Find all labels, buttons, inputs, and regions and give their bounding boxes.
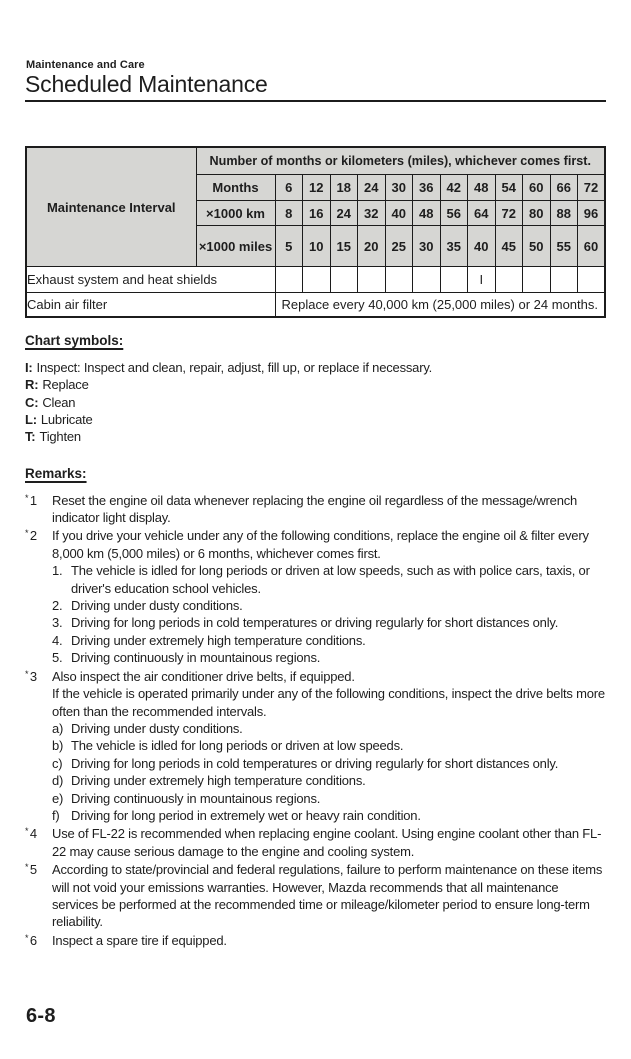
km-value: 32 (358, 201, 386, 226)
symbol-definition: R: Replace (25, 377, 89, 393)
interval-cell: I (468, 267, 496, 293)
interval-cell (358, 267, 386, 293)
remark-subitem: 2. Driving under dusty conditions. (52, 598, 243, 614)
interval-note: Replace every 40,000 km (25,000 miles) or 24 months. (275, 293, 605, 318)
months-value: 66 (550, 175, 578, 201)
remark-text: Reset the engine oil data whenever replacing the engine oil regardless of the message/wrench indicator light display. (52, 492, 578, 526)
remark-text: According to state/provincial and federal regulations, failure to perform maintenance on these items will not void your emissions warranties. However, Mazda recommends that all maintenance services be performed at the recommended time or mileage/kilometer period to ensure long-term reliability. (52, 862, 603, 930)
doc-header (25, 59, 606, 102)
km-value: 80 (523, 201, 551, 226)
months-value: 36 (413, 175, 441, 201)
remark-subitem: c) Driving for long periods in cold temperatures or driving regularly for short distances only. (52, 755, 559, 771)
maintenance-item-label: Cabin air filter (26, 293, 275, 318)
remark-item-5 (25, 861, 606, 931)
table-row-exhaust (26, 267, 605, 293)
table-row (26, 147, 605, 175)
remark-subitem: d) Driving under extremely high temperature conditions. (52, 773, 366, 789)
km-value: 48 (413, 201, 441, 226)
remark-marker: * 5 (25, 862, 37, 878)
row-label-months: Months (196, 175, 275, 201)
interval-cell (440, 267, 468, 293)
km-value: 16 (303, 201, 331, 226)
chart-symbols-list (25, 359, 606, 445)
title-rule (25, 100, 606, 102)
maintenance-interval-label: Maintenance Interval (26, 147, 196, 267)
manual-page (0, 59, 631, 951)
symbol-definition: C: Clean (25, 394, 76, 410)
months-value: 12 (303, 175, 331, 201)
miles-value: 25 (385, 226, 413, 267)
maintenance-interval-table (25, 146, 606, 318)
months-value: 60 (523, 175, 551, 201)
km-value: 64 (468, 201, 496, 226)
remark-subitem: e) Driving continuously in mountainous regions. (52, 790, 321, 806)
remark-item-4 (25, 825, 606, 860)
remark-subitem: 5. Driving continuously in mountainous regions. (52, 650, 321, 666)
symbol-definition: T: Tighten (25, 429, 81, 445)
miles-value: 55 (550, 226, 578, 267)
remark-marker: * 2 (25, 528, 37, 544)
months-value: 24 (358, 175, 386, 201)
remark-marker: * 4 (25, 826, 37, 842)
chart-symbols-heading: Chart symbols: (25, 333, 124, 349)
km-value: 88 (550, 201, 578, 226)
remark-text: If you drive your vehicle under any of the following conditions, replace the engine oil & filter every 8,000 km (5,000 miles) or 6 months, whichever comes first. 1. The vehicle is idled for long periods or driven at low speeds, such as with police cars, taxis, or driver's education school vehicles. 2. Driving under dusty conditions. 3. Driving for long periods in cold temperatures or driving regularly for short distances only. 4. Driving under extremely high temperature conditions. 5. Driving continuously in mountainous regions. (52, 527, 606, 666)
miles-value: 20 (358, 226, 386, 267)
remark-item-1 (25, 492, 606, 527)
page-number: 6-8 (26, 1005, 56, 1027)
km-value: 24 (330, 201, 358, 226)
remark-subitem: f) Driving for long period in extremely wet or heavy rain condition. (52, 807, 421, 823)
remark-subitem: a) Driving under dusty conditions. (52, 720, 243, 736)
months-value: 18 (330, 175, 358, 201)
interval-cell (330, 267, 358, 293)
miles-value: 15 (330, 226, 358, 267)
interval-cell (385, 267, 413, 293)
miles-value: 40 (468, 226, 496, 267)
miles-value: 50 (523, 226, 551, 267)
km-value: 40 (385, 201, 413, 226)
km-value: 96 (578, 201, 606, 226)
table-span-header: Number of months or kilometers (miles), whichever comes first. (196, 147, 605, 175)
remark-item-6 (25, 932, 606, 951)
remark-marker: * 6 (25, 932, 37, 948)
miles-value: 5 (275, 226, 303, 267)
km-value: 8 (275, 201, 303, 226)
interval-cell (578, 267, 606, 293)
miles-value: 10 (303, 226, 331, 267)
symbol-definition: L: Lubricate (25, 412, 93, 428)
interval-cell (303, 267, 331, 293)
remark-item-2 (25, 527, 606, 666)
table-row-cabin-filter (26, 293, 605, 318)
row-label-miles: ×1000 miles (196, 226, 275, 267)
remark-subitem: 4. Driving under extremely high temperature conditions. (52, 632, 366, 648)
maintenance-item-label: Exhaust system and heat shields (26, 267, 275, 293)
page-title: Scheduled Maintenance (25, 71, 268, 97)
remark-marker: * 1 (25, 492, 37, 508)
months-value: 30 (385, 175, 413, 201)
interval-cell (523, 267, 551, 293)
remark-item-3 (25, 668, 606, 825)
remark-marker: * 3 (25, 668, 37, 684)
months-value: 54 (495, 175, 523, 201)
row-label-km: ×1000 km (196, 201, 275, 226)
remark-subitem: 3. Driving for long periods in cold temperatures or driving regularly for short distances only. (52, 615, 559, 631)
miles-value: 60 (578, 226, 606, 267)
months-value: 48 (468, 175, 496, 201)
remarks-heading: Remarks: (25, 465, 87, 481)
months-value: 72 (578, 175, 606, 201)
miles-value: 45 (495, 226, 523, 267)
interval-cell (413, 267, 441, 293)
remark-subitem: b) The vehicle is idled for long periods or driven at low speeds. (52, 738, 404, 754)
remark-subitem: 1. The vehicle is idled for long periods or driven at low speeds, such as with police cars, taxis, or driver's education school vehicles. (52, 563, 590, 596)
km-value: 72 (495, 201, 523, 226)
interval-cell (550, 267, 578, 293)
interval-cell (275, 267, 303, 293)
remark-text: Use of FL-22 is recommended when replacing engine coolant. Using engine coolant other than FL-22 may cause serious damage to the engine and cooling system. (52, 826, 602, 859)
remark-text: Also inspect the air conditioner drive belts, if equipped. If the vehicle is operated primarily under any of the following conditions, inspect the drive belts more often than the recommended intervals. a) Driving under dusty conditions. b) The vehicle is idled for long periods or driven at low speeds. c) Driving for long periods in cold temperatures or driving regularly for short distances only. d) Driving under extremely high temperature conditions. e) Driving continuously in mountainous regions. f) Driving for long period in extremely wet or heavy rain condition. (52, 668, 605, 823)
months-value: 42 (440, 175, 468, 201)
miles-value: 30 (413, 226, 441, 267)
interval-cell (495, 267, 523, 293)
section-eyebrow: Maintenance and Care (26, 59, 145, 71)
remark-text: Inspect a spare tire if equipped. (52, 932, 227, 948)
symbol-definition: I: Inspect: Inspect and clean, repair, adjust, fill up, or replace if necessary. (25, 360, 433, 376)
months-value: 6 (275, 175, 303, 201)
km-value: 56 (440, 201, 468, 226)
miles-value: 35 (440, 226, 468, 267)
